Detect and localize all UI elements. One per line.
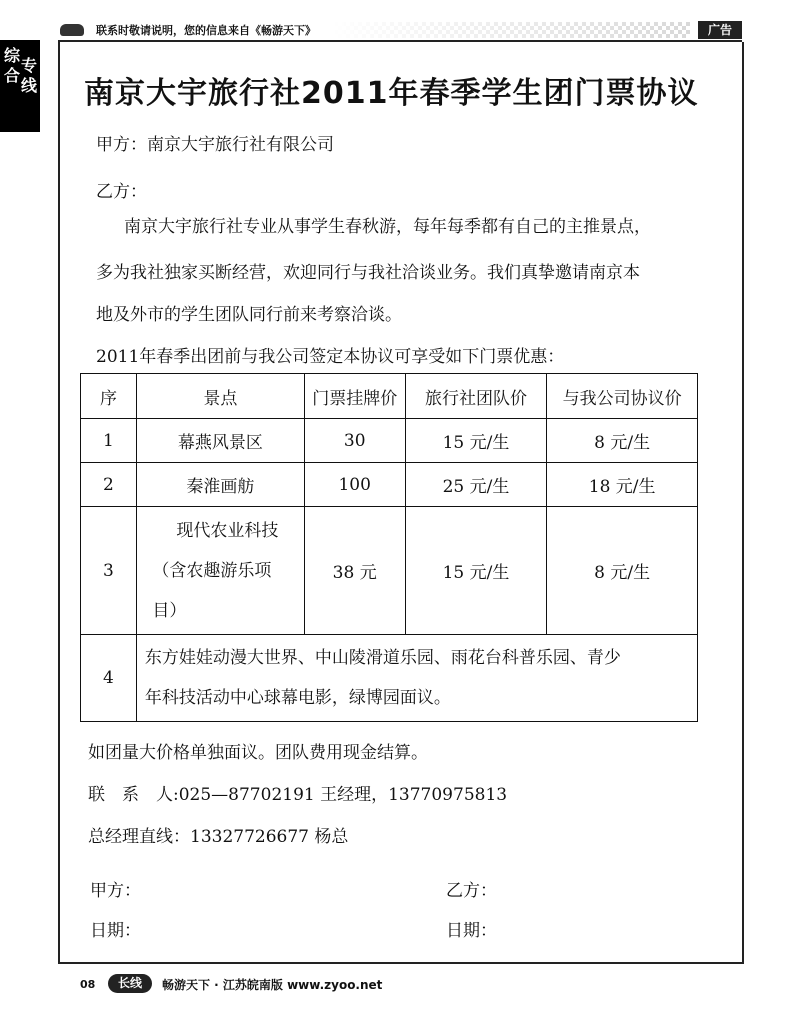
ticket-table [80, 373, 698, 722]
cell-no: 2 [81, 463, 137, 507]
cell-agency-price: 25 元/生 [405, 463, 547, 507]
party-a: 甲方：南京大宇旅行社有限公司 [96, 135, 334, 155]
cell-other-spots [136, 635, 697, 722]
footer-publication: 畅游天下 · 江苏皖南版 www.zyoo.net [162, 978, 383, 992]
ad-tag: 广告 [698, 21, 742, 39]
header-note: 联系时敬请说明，您的信息来自《畅游天下》 [96, 24, 316, 37]
offer-line: 2011年春季出团前与我公司签定本协议可享受如下门票优惠： [96, 347, 565, 367]
cell-spot-text [152, 511, 288, 631]
intro-line-3: 地及外市的学生团队同行前来考察洽谈。 [96, 305, 402, 325]
cell-deal-price: 8 元/生 [547, 419, 698, 463]
col-header-list-price: 门票挂牌价 [304, 374, 405, 419]
table-header-row [81, 374, 698, 419]
cell-no: 3 [81, 507, 137, 635]
table-row [81, 635, 698, 722]
cell-spot: 秦淮画舫 [136, 463, 304, 507]
page-number: 08 [80, 978, 96, 991]
col-header-spot: 景点 [136, 374, 304, 419]
contact-line: 联 系 人:025—87702191 王经理，13770975813 [88, 785, 508, 805]
party-b: 乙方： [96, 182, 147, 202]
page-title: 南京大宇旅行社2011年春季学生团门票协议 [84, 76, 699, 111]
col-header-deal-price: 与我公司协议价 [547, 374, 698, 419]
section-badge: 长线 [108, 974, 152, 993]
intro-line-1: 南京大宇旅行社专业从事学生春秋游，每年每季都有自己的主推景点， [124, 217, 651, 237]
cell-spot-line-1: 现代农业科技 [176, 520, 279, 541]
intro-line-2: 多为我社独家买断经营，欢迎同行与我社洽谈业务。我们真挚邀请南京本 [96, 263, 640, 283]
other-spots-line-1: 东方娃娃动漫大世界、中山陵滑道乐园、雨花台科普乐园、青少 [144, 648, 621, 668]
side-tab-col1: 综合 [3, 46, 20, 85]
table-row [81, 507, 698, 635]
cell-spot: 幕燕风景区 [136, 419, 304, 463]
cell-deal-price: 8 元/生 [547, 507, 698, 635]
group-note: 如团量大价格单独面议。团队费用现金结算。 [88, 743, 428, 763]
table-row [81, 463, 698, 507]
cell-deal-price: 18 元/生 [547, 463, 698, 507]
col-header-agency-price: 旅行社团队价 [405, 374, 547, 419]
cell-agency-price: 15 元/生 [405, 419, 547, 463]
table-row [81, 419, 698, 463]
section-side-tab [0, 40, 40, 132]
sign-party-a: 甲方： [90, 881, 141, 901]
cell-no: 1 [81, 419, 137, 463]
other-spots-line-2: 年科技活动中心球幕电影，绿博园面议。 [144, 688, 451, 708]
cell-list-price: 100 [304, 463, 405, 507]
col-header-no: 序 [81, 374, 137, 419]
cell-spot-line-3: 目） [152, 600, 187, 621]
cell-spot [136, 507, 304, 635]
manager-line: 总经理直线：13327726677 杨总 [88, 827, 349, 847]
sign-party-b: 乙方： [446, 881, 497, 901]
cell-list-price: 38 元 [304, 507, 405, 635]
sign-date-b: 日期： [446, 921, 497, 941]
header-checker-pattern [330, 22, 690, 38]
sign-date-a: 日期： [90, 921, 141, 941]
cell-agency-price: 15 元/生 [405, 507, 547, 635]
cell-spot-line-2: （含农趣游乐项 [152, 560, 272, 581]
cell-no: 4 [81, 635, 137, 722]
side-tab-col2: 专线 [20, 56, 37, 95]
cell-list-price: 30 [304, 419, 405, 463]
magazine-logo-icon [60, 24, 84, 36]
